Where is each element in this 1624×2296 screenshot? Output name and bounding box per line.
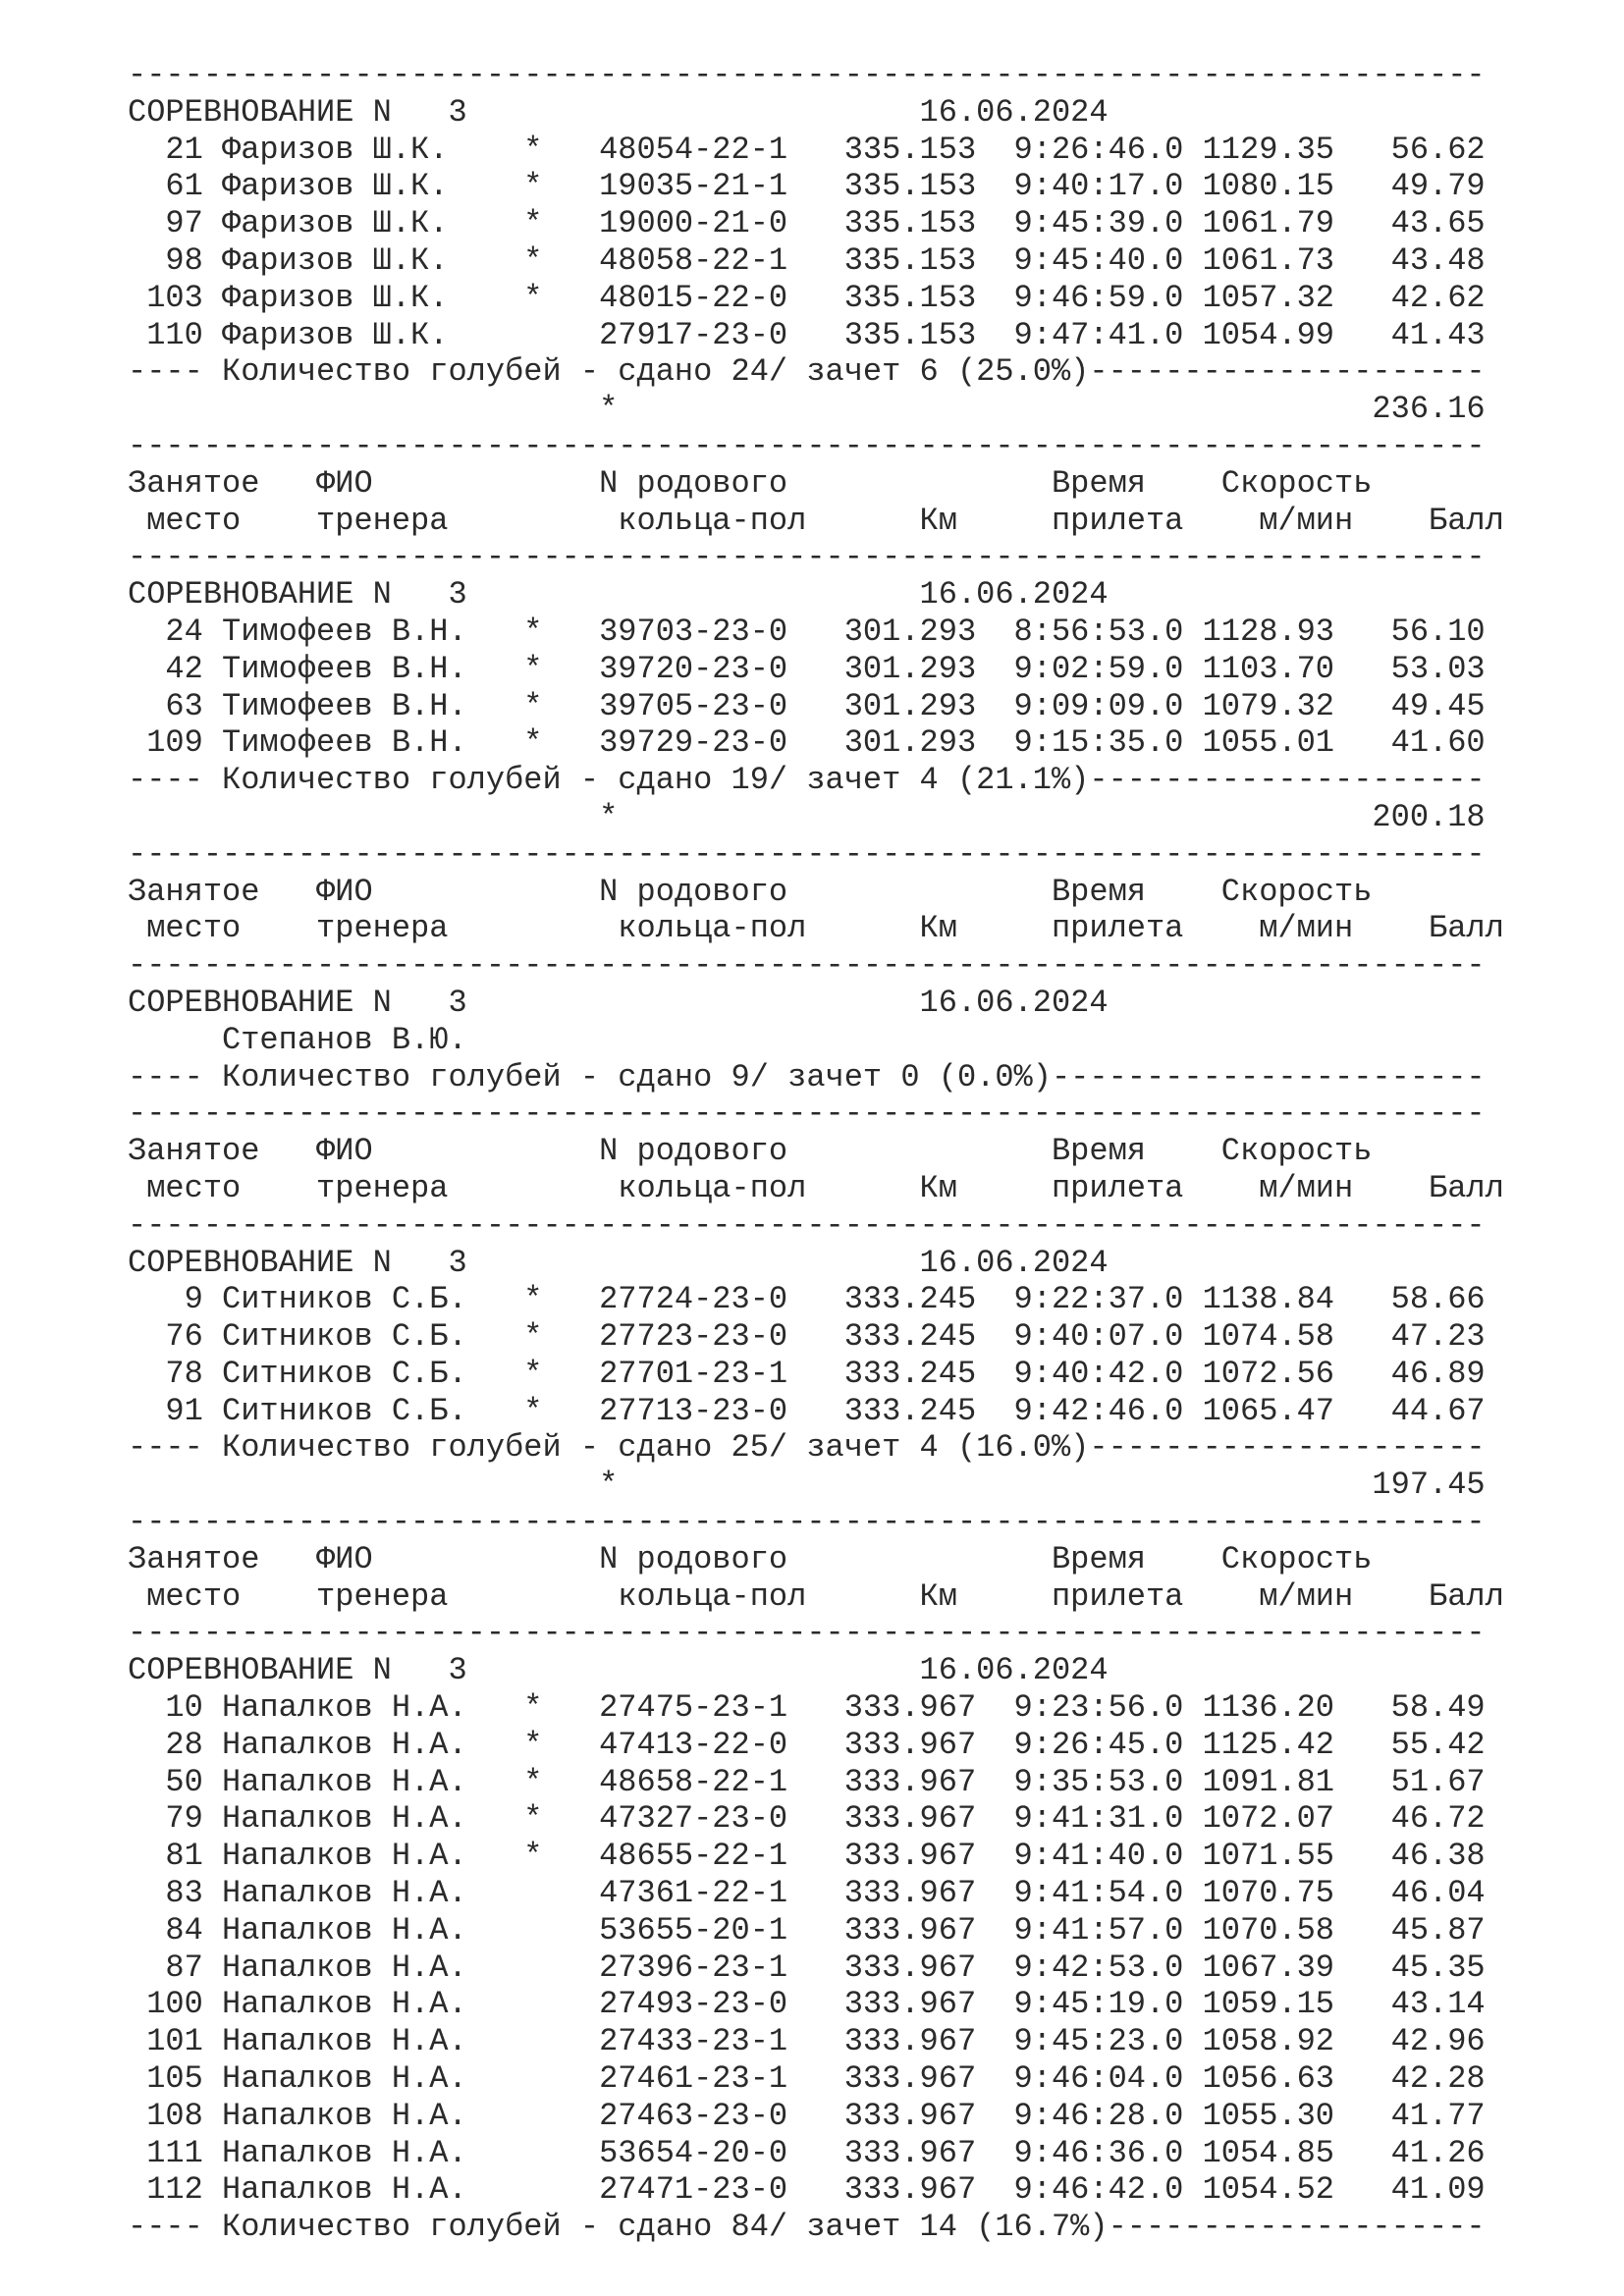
total-line: * 197.45 <box>128 1467 1486 1504</box>
competition-heading: СОРЕВНОВАНИЕ N 3 16.06.2024 <box>128 576 1109 614</box>
result-row: 76 Ситников С.Б. * 27723-23-0 333.245 9:40:07.0 1074.58 47.23 <box>128 1318 1486 1356</box>
result-row: 101 Напалков Н.А. 27433-23-1 333.967 9:45:23.0 1058.92 42.96 <box>128 2023 1486 2060</box>
result-row: 61 Фаризов Ш.К. * 19035-21-1 335.153 9:40:17.0 1080.15 49.79 <box>128 168 1486 205</box>
table-header-line-2: место тренера кольца-пол Км прилета м/мин Балл <box>128 502 1504 539</box>
result-row: 110 Фаризов Ш.К. 27917-23-0 335.153 9:47:41.0 1054.99 41.43 <box>128 316 1486 353</box>
results-document <box>128 57 1504 2246</box>
result-row: 28 Напалков Н.А. * 47413-22-0 333.967 9:26:45.0 1125.42 55.42 <box>128 1726 1486 1763</box>
divider: ------------------------------------------------------------------------ <box>128 1615 1486 1652</box>
result-row: 78 Ситников С.Б. * 27701-23-1 333.245 9:40:42.0 1072.56 46.89 <box>128 1355 1486 1392</box>
divider: ------------------------------------------------------------------------ <box>128 835 1486 873</box>
summary-line: ---- Количество голубей - сдано 25/ зачет 4 (16.0%)--------------------- <box>128 1429 1486 1467</box>
competition-heading: СОРЕВНОВАНИЕ N 3 16.06.2024 <box>128 984 1109 1021</box>
result-row: 98 Фаризов Ш.К. * 48058-22-1 335.153 9:45:40.0 1061.73 43.48 <box>128 241 1486 279</box>
result-row: 103 Фаризов Ш.К. * 48015-22-0 335.153 9:46:59.0 1057.32 42.62 <box>128 279 1486 316</box>
table-header-line-2: место тренера кольца-пол Км прилета м/мин Балл <box>128 1577 1504 1615</box>
divider: ------------------------------------------------------------------------ <box>128 1206 1486 1244</box>
result-row: 108 Напалков Н.А. 27463-23-0 333.967 9:46:28.0 1055.30 41.77 <box>128 2097 1486 2134</box>
result-row: 50 Напалков Н.А. * 48658-22-1 333.967 9:35:53.0 1091.81 51.67 <box>128 1763 1486 1800</box>
table-header-line-2: место тренера кольца-пол Км прилета м/мин Балл <box>128 1169 1504 1206</box>
result-row: 112 Напалков Н.А. 27471-23-0 333.967 9:46:42.0 1054.52 41.09 <box>128 2171 1486 2209</box>
divider: ------------------------------------------------------------------------ <box>128 57 1486 93</box>
result-row: 83 Напалков Н.А. 47361-22-1 333.967 9:41:54.0 1070.75 46.04 <box>128 1875 1486 1912</box>
divider: ------------------------------------------------------------------------ <box>128 1095 1486 1133</box>
result-row: 100 Напалков Н.А. 27493-23-0 333.967 9:45:19.0 1059.15 43.14 <box>128 1986 1486 2023</box>
result-row: 42 Тимофеев В.Н. * 39720-23-0 301.293 9:02:59.0 1103.70 53.03 <box>128 650 1486 687</box>
summary-line: ---- Количество голубей - сдано 84/ зачет 14 (16.7%)-------------------- <box>128 2209 1486 2246</box>
table-header-line-2: место тренера кольца-пол Км прилета м/мин Балл <box>128 910 1504 947</box>
total-line: * 236.16 <box>128 391 1486 428</box>
table-header-line-1: Занятое ФИО N родового Время Скорость <box>128 1133 1373 1170</box>
result-row: 84 Напалков Н.А. 53655-20-1 333.967 9:41:57.0 1070.58 45.87 <box>128 1911 1486 1949</box>
competition-heading: СОРЕВНОВАНИЕ N 3 16.06.2024 <box>128 1652 1109 1689</box>
result-row: 109 Тимофеев В.Н. * 39729-23-0 301.293 9:15:35.0 1055.01 41.60 <box>128 724 1486 762</box>
result-row: 105 Напалков Н.А. 27461-23-1 333.967 9:46:04.0 1056.63 42.28 <box>128 2060 1486 2098</box>
result-row: 97 Фаризов Ш.К. * 19000-21-0 335.153 9:45:39.0 1061.79 43.65 <box>128 205 1486 242</box>
result-row: 24 Тимофеев В.Н. * 39703-23-0 301.293 8:56:53.0 1128.93 56.10 <box>128 613 1486 650</box>
result-row: 21 Фаризов Ш.К. * 48054-22-1 335.153 9:26:46.0 1129.35 56.62 <box>128 131 1486 168</box>
competition-heading: СОРЕВНОВАНИЕ N 3 16.06.2024 <box>128 1244 1109 1281</box>
result-row: 91 Ситников С.Б. * 27713-23-0 333.245 9:42:46.0 1065.47 44.67 <box>128 1392 1486 1429</box>
divider: ------------------------------------------------------------------------ <box>128 539 1486 576</box>
result-row: 10 Напалков Н.А. * 27475-23-1 333.967 9:23:56.0 1136.20 58.49 <box>128 1689 1486 1727</box>
result-row: 111 Напалков Н.А. 53654-20-0 333.967 9:46:36.0 1054.85 41.26 <box>128 2134 1486 2171</box>
table-header-line-1: Занятое ФИО N родового Время Скорость <box>128 873 1373 910</box>
participant-name: Степанов В.Ю. <box>128 1021 467 1058</box>
summary-line: ---- Количество голубей - сдано 24/ зачет 6 (25.0%)--------------------- <box>128 353 1486 391</box>
result-row: 63 Тимофеев В.Н. * 39705-23-0 301.293 9:09:09.0 1079.32 49.45 <box>128 687 1486 724</box>
competition-heading: СОРЕВНОВАНИЕ N 3 16.06.2024 <box>128 93 1109 131</box>
result-row: 81 Напалков Н.А. * 48655-22-1 333.967 9:41:40.0 1071.55 46.38 <box>128 1838 1486 1875</box>
result-row: 9 Ситников С.Б. * 27724-23-0 333.245 9:22:37.0 1138.84 58.66 <box>128 1281 1486 1318</box>
divider: ------------------------------------------------------------------------ <box>128 427 1486 464</box>
summary-line: ---- Количество голубей - сдано 9/ зачет 0 (0.0%)----------------------- <box>128 1058 1486 1095</box>
total-line: * 200.18 <box>128 798 1486 835</box>
table-header-line-1: Занятое ФИО N родового Время Скорость <box>128 464 1373 502</box>
result-row: 87 Напалков Н.А. 27396-23-1 333.967 9:42:53.0 1067.39 45.35 <box>128 1949 1486 1986</box>
divider: ------------------------------------------------------------------------ <box>128 1504 1486 1541</box>
table-header-line-1: Занятое ФИО N родового Время Скорость <box>128 1540 1373 1577</box>
summary-line: ---- Количество голубей - сдано 19/ зачет 4 (21.1%)--------------------- <box>128 762 1486 799</box>
divider: ------------------------------------------------------------------------ <box>128 947 1486 985</box>
result-row: 79 Напалков Н.А. * 47327-23-0 333.967 9:41:31.0 1072.07 46.72 <box>128 1800 1486 1838</box>
